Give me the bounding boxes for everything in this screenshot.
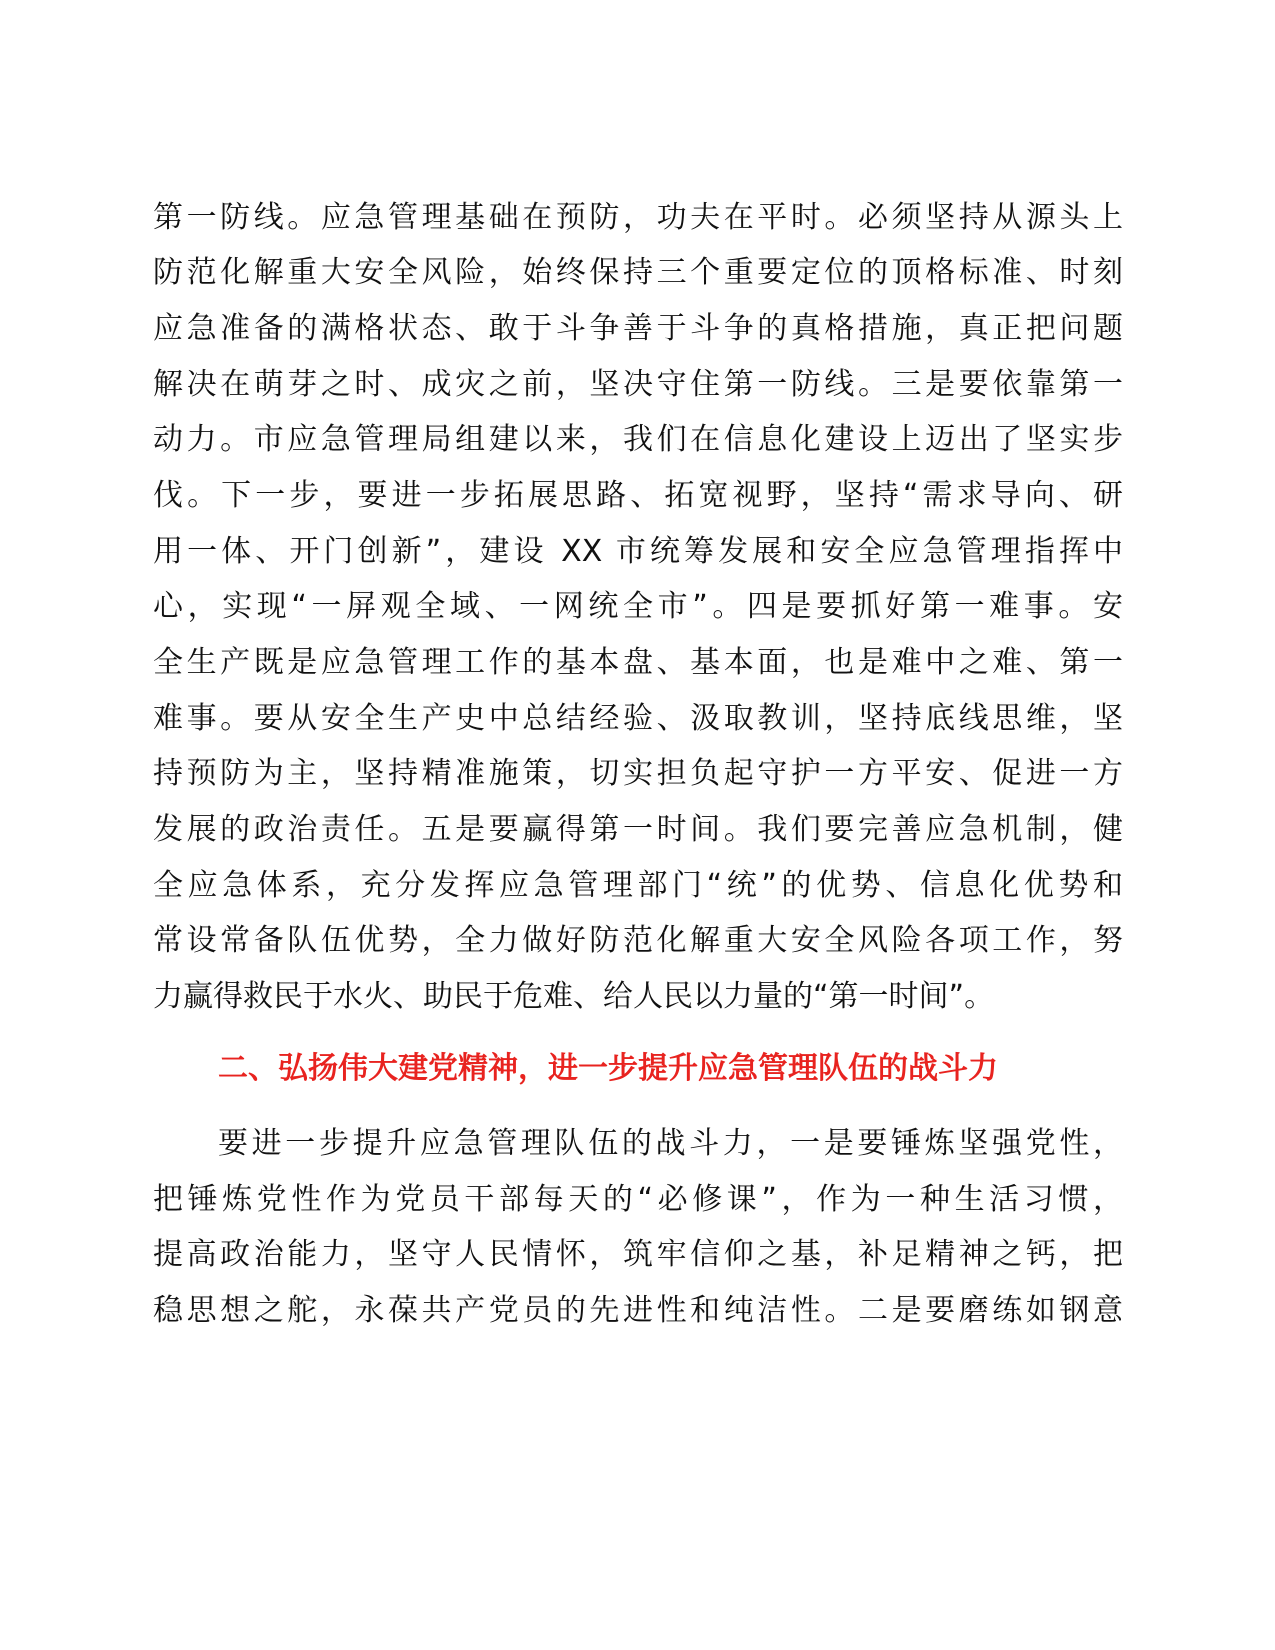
paragraph-line: 应急准备的满格状态、敢于斗争善于斗争的真格措施，真正把问题 bbox=[153, 311, 1123, 346]
paragraph-line: 伐。下一步，要进一步拓展思路、拓宽视野，坚持“需求导向、研 bbox=[153, 478, 1123, 513]
paragraph-line: 用一体、开门创新”，建设 XX 市统筹发展和安全应急管理指挥中 bbox=[153, 534, 1123, 569]
section-heading: 二、弘扬伟大建党精神，进一步提升应急管理队伍的战斗力 bbox=[218, 1051, 998, 1086]
paragraph-line: 力赢得救民于水火、助民于危难、给人民以力量的“第一时间”。 bbox=[153, 979, 995, 1014]
paragraph-line: 要进一步提升应急管理队伍的战斗力，一是要锤炼坚强党性， bbox=[218, 1126, 1123, 1161]
paragraph-line: 把锤炼党性作为党员干部每天的“必修课”，作为一种生活习惯， bbox=[153, 1182, 1123, 1217]
paragraph-line: 防范化解重大安全风险，始终保持三个重要定位的顶格标准、时刻 bbox=[153, 255, 1123, 290]
paragraph-line: 持预防为主，坚持精准施策，切实担负起守护一方平安、促进一方 bbox=[153, 756, 1123, 791]
paragraph-line: 全生产既是应急管理工作的基本盘、基本面，也是难中之难、第一 bbox=[153, 645, 1123, 680]
paragraph-line: 提高政治能力，坚守人民情怀，筑牢信仰之基，补足精神之钙，把 bbox=[153, 1237, 1123, 1272]
paragraph-line: 难事。要从安全生产史中总结经验、汲取教训，坚持底线思维，坚 bbox=[153, 701, 1123, 736]
paragraph-line: 动力。市应急管理局组建以来，我们在信息化建设上迈出了坚实步 bbox=[153, 422, 1123, 457]
paragraph-line: 常设常备队伍优势，全力做好防范化解重大安全风险各项工作，努 bbox=[153, 923, 1123, 958]
paragraph-line: 心，实现“一屏观全域、一网统全市”。四是要抓好第一难事。安 bbox=[153, 589, 1123, 624]
paragraph-line: 第一防线。应急管理基础在预防，功夫在平时。必须坚持从源头上 bbox=[153, 200, 1123, 235]
paragraph-line: 解决在萌芽之时、成灾之前，坚决守住第一防线。三是要依靠第一 bbox=[153, 367, 1123, 402]
paragraph-line: 稳思想之舵，永葆共产党员的先进性和纯洁性。二是要磨练如钢意 bbox=[153, 1293, 1123, 1328]
paragraph-line: 全应急体系，充分发挥应急管理部门“统”的优势、信息化优势和 bbox=[153, 868, 1123, 903]
paragraph-line: 发展的政治责任。五是要赢得第一时间。我们要完善应急机制，健 bbox=[153, 812, 1123, 847]
